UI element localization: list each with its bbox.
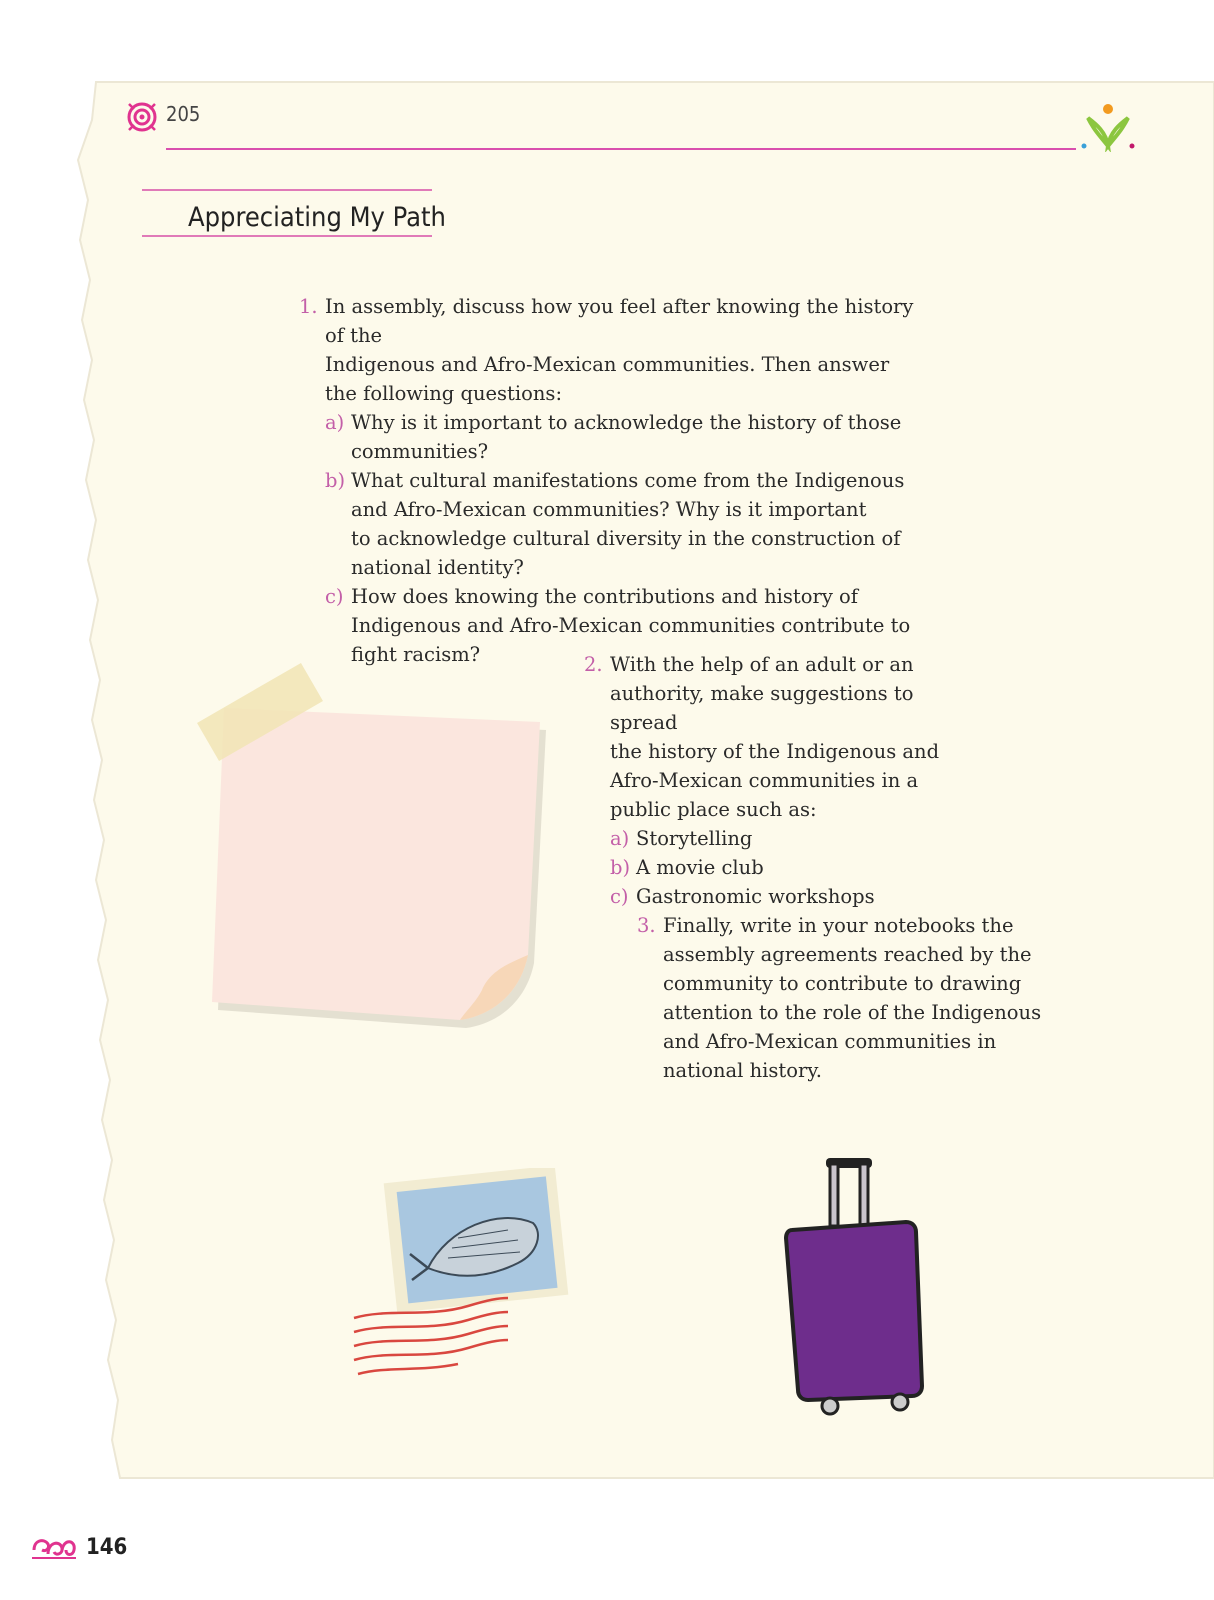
sub-item-line: Why is it important to acknowledge the history of those xyxy=(351,411,902,434)
sub-item-line: How does knowing the contributions and history of xyxy=(351,585,858,608)
item-line: the history of the Indigenous and xyxy=(610,740,940,763)
sub-item-line: communities? xyxy=(351,440,489,463)
sticky-note-icon xyxy=(190,650,560,1040)
activity-2 xyxy=(584,650,984,911)
title-rule-bottom xyxy=(142,235,432,237)
sub-item-line: Gastronomic workshops xyxy=(636,885,875,908)
sub-item xyxy=(610,853,984,882)
sub-item-label: b) xyxy=(610,856,631,879)
sub-item-label: a) xyxy=(610,827,630,850)
item-number: 2. xyxy=(584,653,603,676)
sub-item-line: national identity? xyxy=(351,556,524,579)
item-number: 3. xyxy=(637,914,656,937)
sub-item xyxy=(325,408,919,466)
title-rule-top xyxy=(142,189,432,191)
sub-item-label: a) xyxy=(325,411,345,434)
spiral-emblem-icon xyxy=(126,100,158,134)
item-line: national history. xyxy=(663,1059,822,1082)
book-page-number: 205 xyxy=(166,102,201,126)
sub-item-line: and Afro-Mexican communities? Why is it important xyxy=(351,498,867,521)
activity-item xyxy=(299,292,919,669)
sub-item-line: Storytelling xyxy=(636,827,753,850)
item-line: In assembly, discuss how you feel after knowing the history of the xyxy=(325,295,914,347)
item-line: Afro-Mexican communities in a xyxy=(610,769,919,792)
footer-emblem-icon xyxy=(30,1530,78,1564)
item-line: assembly agreements reached by the xyxy=(663,943,1032,966)
activity-item xyxy=(637,911,1057,1085)
sub-item-label: c) xyxy=(610,885,629,908)
sub-item xyxy=(325,466,919,582)
page-number: 146 xyxy=(86,1535,128,1560)
item-line: the following questions: xyxy=(325,382,563,405)
item-line: attention to the role of the Indigenous xyxy=(663,1001,1042,1024)
item-line: Finally, write in your notebooks the xyxy=(663,914,1014,937)
sub-item-line: to acknowledge cultural diversity in the construction of xyxy=(351,527,901,550)
item-line: With the help of an adult or an xyxy=(610,653,914,676)
header-rule xyxy=(166,148,1076,150)
sub-item-line: Indigenous and Afro-Mexican communities contribute to xyxy=(351,614,911,637)
activity-1 xyxy=(299,292,919,669)
sub-item-label: c) xyxy=(325,585,344,608)
activity-3 xyxy=(637,911,1057,1085)
sub-item-line: A movie club xyxy=(636,856,764,879)
suitcase-icon xyxy=(782,1150,942,1420)
whale-stamp-icon xyxy=(348,1168,588,1388)
item-line: community to contribute to drawing xyxy=(663,972,1022,995)
item-line: public place such as: xyxy=(610,798,817,821)
section-title: Appreciating My Path xyxy=(188,202,446,233)
sub-item xyxy=(610,824,984,853)
item-line: authority, make suggestions to spread xyxy=(610,682,914,734)
activity-item xyxy=(584,650,984,911)
item-line: Indigenous and Afro-Mexican communities. Then answer xyxy=(325,353,890,376)
sub-item-line: fight racism? xyxy=(351,643,481,666)
flower-figure-icon xyxy=(1080,102,1136,152)
item-line: and Afro-Mexican communities in xyxy=(663,1030,997,1053)
sub-item-line: What cultural manifestations come from the Indigenous xyxy=(351,469,905,492)
sub-item xyxy=(610,882,984,911)
item-number: 1. xyxy=(299,295,318,318)
sub-item-label: b) xyxy=(325,469,346,492)
